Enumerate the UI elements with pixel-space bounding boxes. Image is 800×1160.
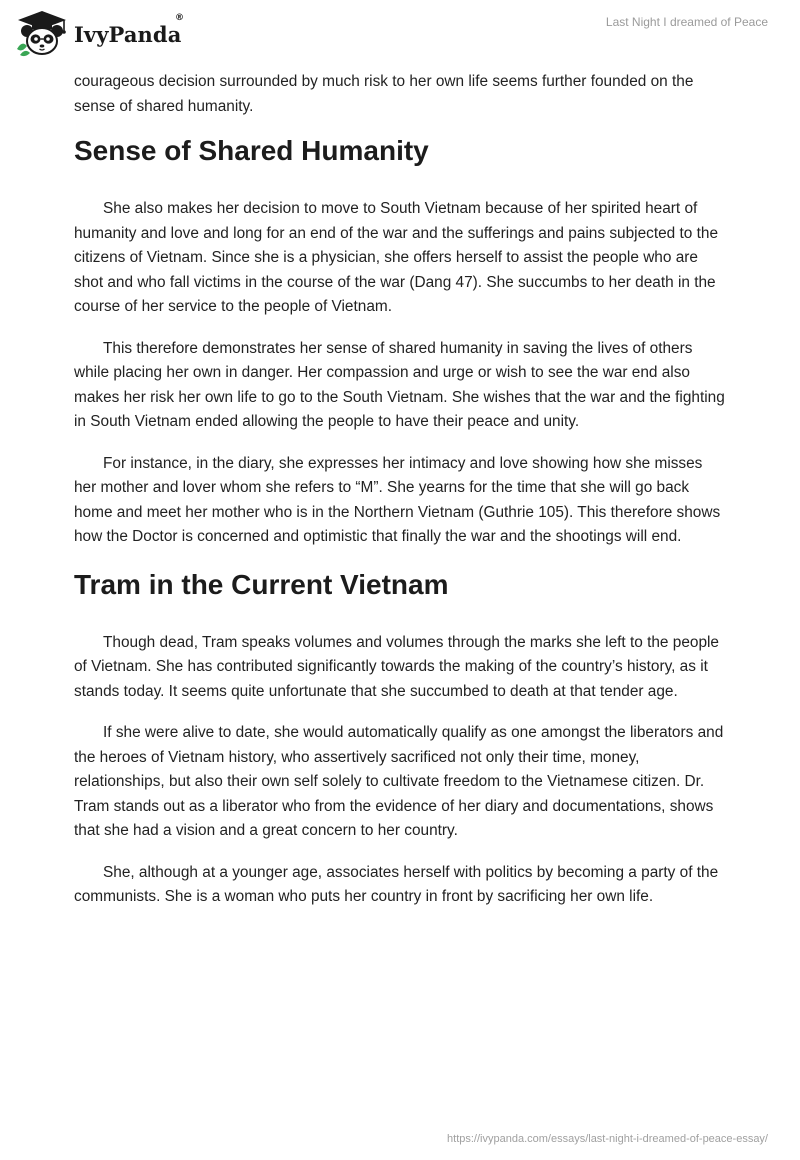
body-paragraph: For instance, in the diary, she expresses her intimacy and love showing how she misses her mother and lover whom she refers to “M”. She yearns for the time that she will go back home and meet her mother who is in the Northern Vietnam (Guthrie 105). This therefore shows how the Doctor is concerned and optimistic that finally the war and the shootings will end. [74, 454, 721, 545]
ivypanda-logo[interactable] [14, 9, 181, 57]
document-title: Last Night I dreamed of Peace [605, 15, 768, 29]
body-paragraph: She, although at a younger age, associates herself with politics by becoming a party of the communists. She is a woman who puts her country in front by sacrificing her own life. [74, 863, 719, 905]
body-paragraph: This therefore demonstrates her sense of shared humanity in saving the lives of others while placing her own in danger. Her compassion and urge or wish to see the war end also makes her risk her own life to go to the South Vietnam. She wishes that the war and the fighting in South Vietnam ended allowing the people to have their peace and unity. [74, 339, 725, 430]
registered-mark: ® [175, 13, 184, 23]
intro-paragraph: courageous decision surrounded by much risk to her own life seems further founded on the sense of shared humanity. [74, 73, 694, 115]
section-heading: Sense of Shared Humanity [74, 135, 429, 166]
panda-graduate-icon [14, 9, 70, 57]
source-url-link[interactable]: https://ivypanda.com/essays/last-night-i-dreamed-of-peace-essay/ [447, 1133, 768, 1145]
section-heading: Tram in the Current Vietnam [74, 568, 449, 600]
body-paragraph: If she were alive to date, she would automatically qualify as one amongst the liberators and the heroes of Vietnam history, who assertively sacrificed not only their time, money, relationships, but also their own self solely to cultivate freedom to the Vietnamese citizen. Dr. Tram stands out as a liberator who from the evidence of her diary and documentations, shows that she had a vision and a great concern to her country. [74, 724, 724, 839]
body-paragraph: She also makes her decision to move to South Vietnam because of her spirited heart of humanity and love and long for an end of the war and the sufferings and pains subjected to the citizens of Vietnam. Since she is a physician, she offers herself to assist the people who are shot and who fall victims in the course of the war (Dang 47). She succumbs to her death in the course of her service to the people of Vietnam. [74, 200, 719, 315]
page-header [0, 0, 800, 70]
brand-name: IvyPanda [74, 21, 182, 47]
essay-content [74, 70, 726, 927]
body-paragraph: Though dead, Tram speaks volumes and volumes through the marks she left to the people of Vietnam. She has contributed significantly towards the making of the country’s history, as it stands today. It seems quite unfortunate that she succumbed to death at that tender age. [74, 633, 719, 700]
